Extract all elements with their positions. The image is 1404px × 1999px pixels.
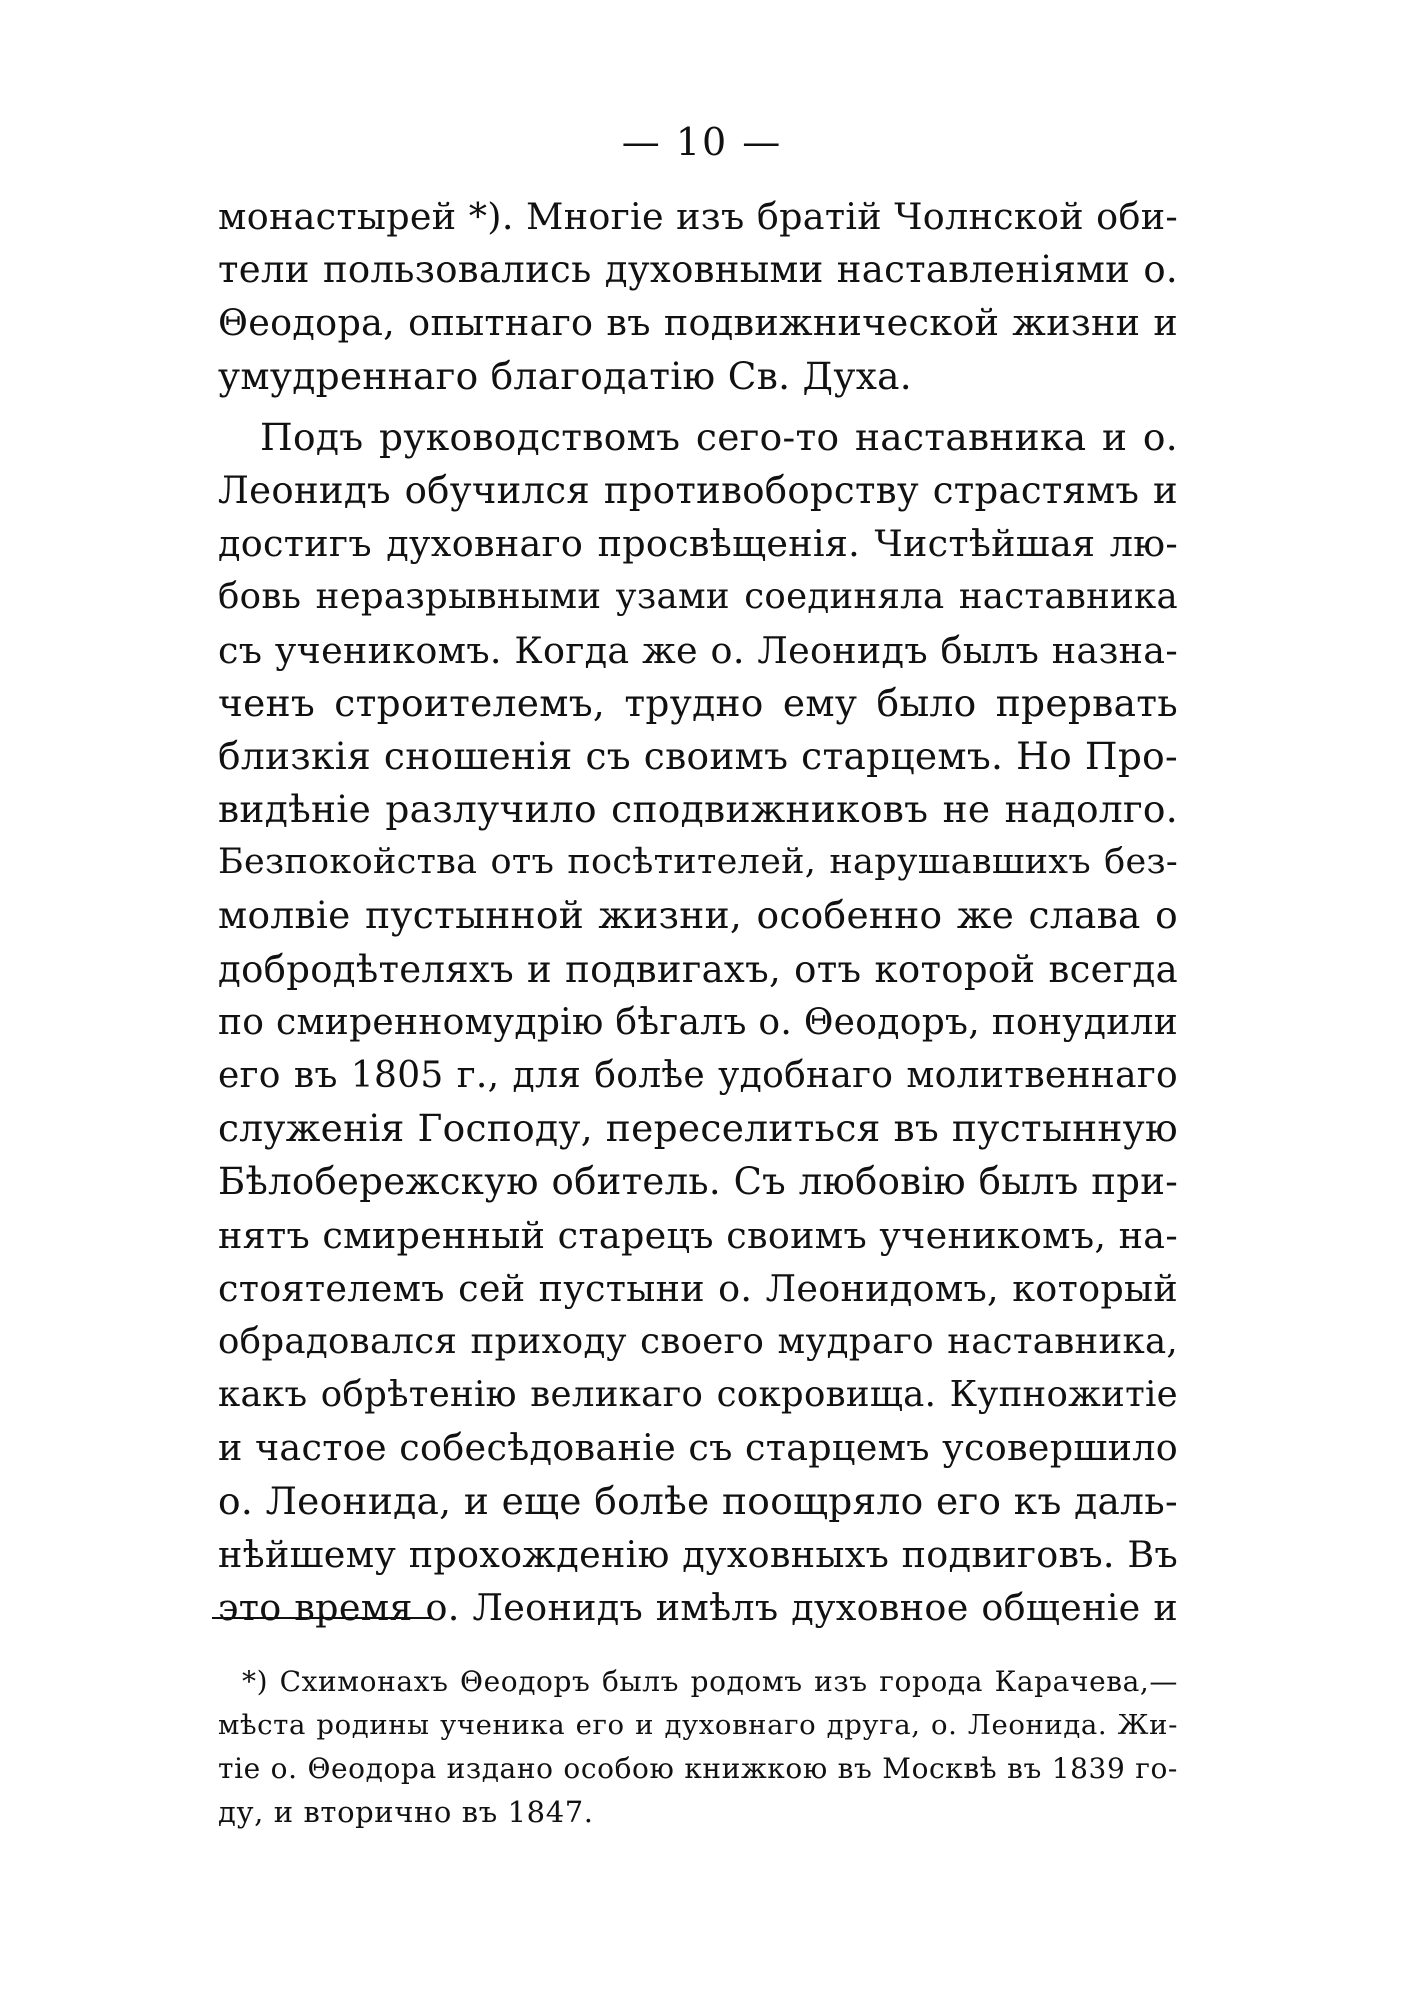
footnote-line: ду, и вторично въ 1847. (218, 1794, 594, 1829)
footnote-line: *) Схимонахъ Θеодоръ былъ родомъ изъ города Карачева,— (242, 1665, 1178, 1698)
text-line: монастырей *). Многіе изъ братій Чолнской оби- (218, 195, 1178, 238)
text-line: и частое собесѣдованіе съ старцемъ усовершило (218, 1426, 1178, 1470)
text-line: нѣйшему прохожденію духовныхъ подвиговъ. Въ (218, 1532, 1178, 1576)
text-line: Бѣлобережскую обитель. Съ любовію былъ при- (218, 1160, 1178, 1204)
text-line: умудреннаго благодатію Св. Духа. (218, 353, 913, 398)
text-line: Подъ руководствомъ сего-то наставника и о. (260, 414, 1178, 459)
text-line: нятъ смиренный старецъ своимъ ученикомъ, на- (218, 1213, 1178, 1257)
text-line: ченъ строителемъ, трудно ему было прервать (218, 680, 1178, 725)
text-line: его въ 1805 г., для болѣе удобнаго молитвеннаго (218, 1055, 1178, 1096)
footnote-line: мѣста родины ученика его и духовнаго друга, о. Леонида. Жи- (218, 1708, 1178, 1741)
text-line: тели пользовались духовными наставленіями о. (218, 248, 1178, 292)
text-line: обрадовался приходу своего мудраго наставника, (218, 1320, 1178, 1362)
text-line: Θеодора, опытнаго въ подвижнической жизни и (218, 301, 1178, 345)
text-line: съ ученикомъ. Когда же о. Леонидъ былъ назна- (218, 628, 1178, 672)
text-line: добродѣтеляхъ и подвигахъ, отъ которой всегда (218, 947, 1178, 991)
main-text (218, 190, 1178, 1634)
text-line: какъ обрѣтенію великаго сокровища. Купножитіе (218, 1374, 1178, 1416)
text-line: Леонидъ обучился противоборству страстямъ и (218, 468, 1178, 512)
footnote-divider (212, 1617, 432, 1619)
paragraph-gap (218, 403, 1178, 411)
text-line: бовь неразрывными узами соединяла наставника (218, 576, 1178, 618)
text-line: Безпокойства отъ посѣтителей, нарушавшихъ без- (218, 842, 1178, 883)
text-line: стоятелемъ сей пустыни о. Леонидомъ, который (218, 1266, 1178, 1310)
footnote-line: тіе о. Θеодора издано особою книжкою въ Москвѣ въ 1839 го- (218, 1752, 1178, 1785)
page-number: — 10 — (621, 120, 783, 164)
text-line: о. Леонида, и еще болѣе поощряло его къ даль- (218, 1478, 1178, 1523)
text-line: по смиренномудрію бѣгалъ о. Θеодоръ, понудили (218, 1001, 1178, 1043)
text-line: близкія сношенія съ своимъ старцемъ. Но Про- (218, 733, 1178, 778)
text-line: служенія Господу, переселиться въ пустынную (218, 1106, 1178, 1151)
text-line: это время о. Леонидъ имѣлъ духовное общеніе и (218, 1585, 1178, 1629)
text-line: достигъ духовнаго просвѣщенія. Чистѣйшая лю- (218, 522, 1178, 566)
footnote (218, 1660, 1178, 1834)
text-line: видѣніе разлучило сподвижниковъ не надолго. (218, 787, 1178, 832)
text-line: молвіе пустынной жизни, особенно же слава о (218, 893, 1178, 938)
